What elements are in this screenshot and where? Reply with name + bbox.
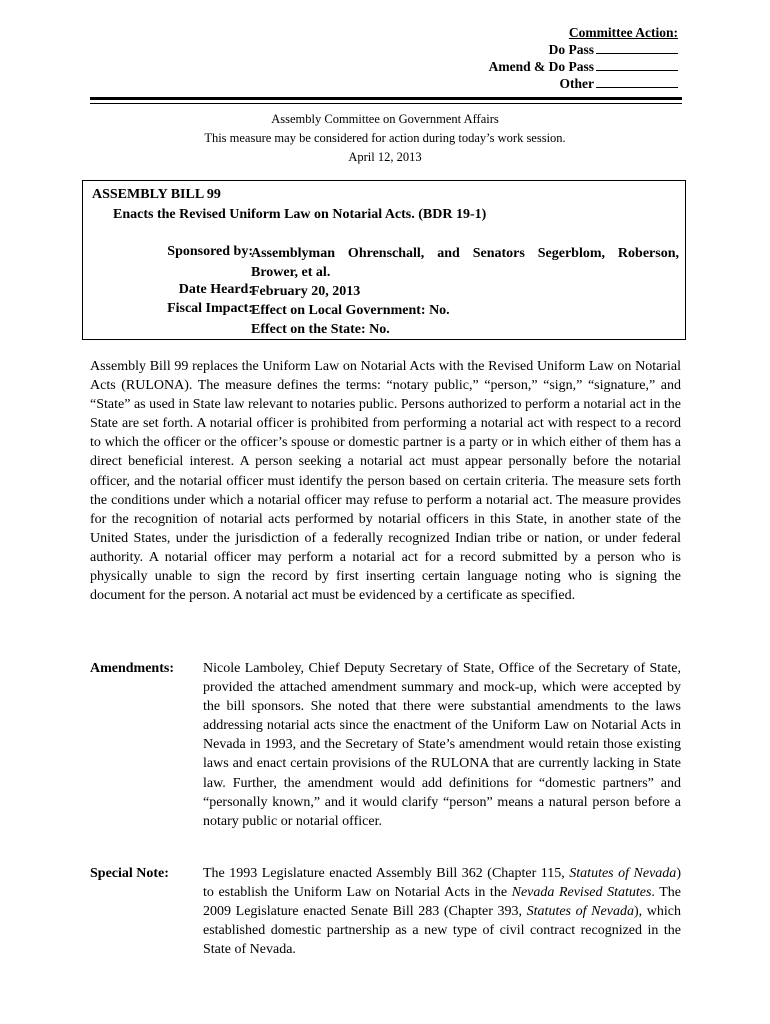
committee-action-block: [418, 24, 678, 92]
amendments-label: Amendments:: [90, 661, 174, 676]
work-session-note: This measure may be considered for action during today’s work session.: [204, 131, 566, 145]
bill-title: ASSEMBLY BILL 99: [92, 187, 221, 202]
fiscal-state-value: Effect on the State: No.: [251, 322, 390, 337]
action-option-amend-do-pass: Amend & Do Pass: [418, 58, 678, 75]
sponsored-row: [83, 244, 685, 282]
action-blank: [596, 75, 678, 88]
amendments-text: Nicole Lamboley, Chief Deputy Secretary of State, Office of the Secretary of State, provided the attached amendment summary and mock-up, which were accepted by the bill sponsors. She noted that there were substantial amendments to the laws addressing notarial acts since the enactment of the Uniform Law on Notarial Acts in Nevada in 1993, and the Secretary of State’s amendment would retain those existing laws and enact certain provisions of the RULONA that are currently lacking in State law. Further, the amendment would add definitions for “domestic partners” and “personally known,” and it would clarify “person” means a natural person before a notary public or notarial officer.: [203, 661, 681, 829]
bill-info-box: [82, 180, 686, 340]
fiscal-state-row: [83, 320, 685, 339]
sponsored-label: Sponsored by:: [167, 244, 253, 259]
header-center: [0, 110, 770, 167]
committee-name: Assembly Committee on Government Affairs: [271, 112, 499, 126]
bill-meta: [83, 244, 685, 339]
fiscal-local-value: Effect on Local Government: No.: [251, 303, 450, 318]
date-heard-row: [83, 282, 685, 301]
committee-action-title: Committee Action:: [568, 25, 678, 40]
action-option-do-pass: Do Pass: [418, 41, 678, 58]
bill-description: Enacts the Revised Uniform Law on Notarial Acts. (BDR 19-1): [113, 207, 487, 222]
special-note-text: The 1993 Legislature enacted Assembly Bill 362 (Chapter 115, Statutes of Nevada) to establish the Uniform Law on Notarial Acts in the Nevada Revised Statutes. The 2009 Legislature enacted Senate Bill 283 (Chapter 393, Statutes of Nevada), which established domestic partnership as a new type of civil contract recognized in the State of Nevada.: [203, 866, 681, 958]
fiscal-impact-label: Fiscal Impact:: [167, 301, 253, 316]
header-rule-thin: [90, 103, 682, 104]
bill-summary-paragraph: Assembly Bill 99 replaces the Uniform Law on Notarial Acts with the Revised Uniform Law on Notarial Acts (RULONA). The measure defines the terms: “notary public,” “person,” “sign,” “signature,” and “State” as used in State law relevant to notaries public. Persons authorized to perform a notarial act in the State are set forth. A notarial officer is prohibited from performing a notarial act with respect to a record to which the officer or the officer’s spouse or domestic partner is a party or in which either of them has a direct beneficial interest. A person seeking a notarial act must appear personally before the notarial officer, and the notarial officer must identify the person based on certain criteria. The measure sets forth the conditions under which a notarial officer may refuse to perform a notarial act. The measure provides for the recognition of notarial acts performed by notarial officers in this State, in another state of the United States, under the jurisdiction of a federally recognized Indian tribe or nation, or under federal authority. A notarial officer may perform a notarial act for a record submitted by a person who is physically unable to sign the record by first inserting certain language noting who is signing the document for the person. A notarial act must be evidenced by a certificate as specified.: [90, 359, 681, 604]
action-blank: [596, 58, 678, 71]
sponsored-value: Assemblyman Ohrenschall, and Senators Segerblom, Roberson, Brower, et al.: [251, 246, 679, 280]
action-blank: [596, 41, 678, 54]
header-date: April 12, 2013: [348, 150, 422, 164]
date-heard-value: February 20, 2013: [251, 284, 361, 299]
header-rule-thick: [90, 97, 682, 100]
date-heard-label: Date Heard:: [178, 282, 253, 297]
action-option-other: Other: [418, 75, 678, 92]
fiscal-impact-row: [83, 301, 685, 320]
special-note-label: Special Note:: [90, 866, 169, 881]
